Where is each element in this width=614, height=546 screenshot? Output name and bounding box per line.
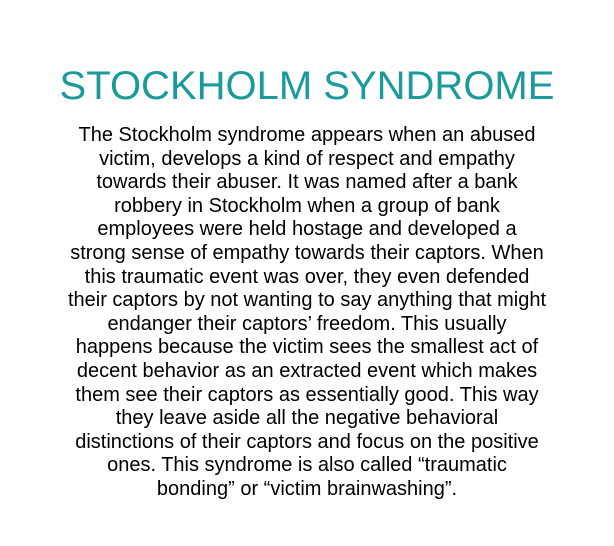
- body-line: The Stockholm syndrome appears when an abused: [78, 124, 536, 146]
- body-line: strong sense of empathy towards their captors. When: [70, 241, 544, 264]
- body-line: victim, develops a kind of respect and empathy: [99, 147, 515, 170]
- slide-title: STOCKHOLM SYNDROME: [59, 64, 555, 108]
- body-line: they leave aside all the negative behavioral: [115, 407, 499, 430]
- body-line: ones. This syndrome is also called “traumatic: [107, 454, 507, 477]
- body-line: employees were held hostage and developed a: [97, 218, 517, 241]
- body-line: distinctions of their captors and focus on the positive: [75, 430, 539, 453]
- body-line: bonding” or “victim brainwashing”.: [156, 477, 458, 500]
- body-line: their captors by not wanting to say anything that might: [67, 289, 547, 312]
- body-line: endanger their captors’ freedom. This usually: [107, 312, 507, 335]
- body-line: them see their captors as essentially good. This way: [75, 383, 539, 406]
- body-line: decent behavior as an extracted event which makes: [76, 359, 538, 382]
- body-line: this traumatic event was over, they even defended: [84, 265, 530, 288]
- body-line: towards their abuser. It was named after a bank: [96, 171, 518, 194]
- body-line: happens because the victim sees the smallest act of: [75, 336, 539, 359]
- body-line: robbery in Stockholm when a group of bank: [114, 194, 500, 217]
- slide-body: [0, 124, 614, 502]
